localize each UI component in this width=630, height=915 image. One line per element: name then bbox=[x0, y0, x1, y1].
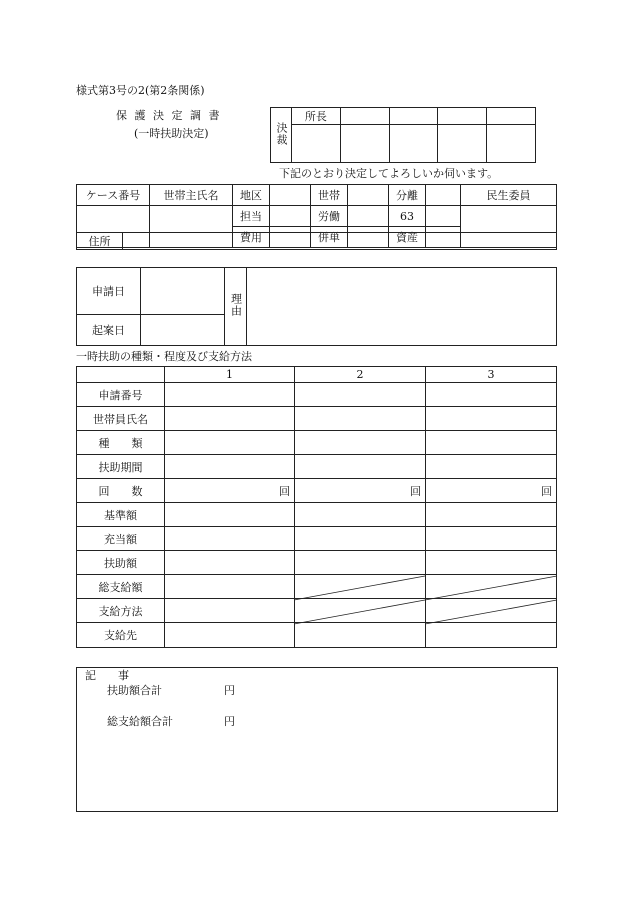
aid-total-label: 扶助額合計 bbox=[107, 684, 162, 697]
page-title: 保 護 決 定 調 書 bbox=[116, 109, 222, 122]
labor-label: 労働 bbox=[311, 206, 348, 227]
column-header: 1 bbox=[165, 367, 295, 383]
application-date-label: 申請日 bbox=[77, 268, 141, 315]
address-label: 住所 bbox=[77, 233, 123, 250]
separation-label: 分離 bbox=[389, 185, 426, 206]
row-label: 充当額 bbox=[77, 527, 165, 551]
payment-total-yen: 円 bbox=[224, 715, 235, 728]
times-unit[interactable]: 回 bbox=[295, 479, 426, 503]
draft-date-label: 起案日 bbox=[77, 315, 141, 346]
strike-line bbox=[294, 600, 425, 624]
row-label: 扶助期間 bbox=[77, 455, 165, 479]
times-unit[interactable]: 回 bbox=[426, 479, 557, 503]
payment-total-label: 総支給額合計 bbox=[107, 715, 173, 728]
code-value: 63 bbox=[389, 206, 426, 227]
strike-line bbox=[425, 600, 557, 624]
times-unit[interactable]: 回 bbox=[165, 479, 295, 503]
combined-label: 併単 bbox=[311, 227, 348, 248]
strike-line bbox=[425, 576, 557, 600]
row-label: 世帯員氏名 bbox=[77, 407, 165, 431]
expense-label: 費用 bbox=[233, 227, 270, 248]
in-charge-label: 担当 bbox=[233, 206, 270, 227]
notes-label: 記 事 bbox=[85, 669, 129, 682]
page-subtitle: (一時扶助決定) bbox=[134, 127, 209, 140]
row-label: 基準額 bbox=[77, 503, 165, 527]
head-label: 所長 bbox=[292, 108, 341, 125]
request-text: 下記のとおり決定してよろしいか伺います。 bbox=[279, 167, 499, 180]
assets-label: 資産 bbox=[389, 227, 426, 248]
welfare-commissioner-label: 民生委員 bbox=[461, 185, 557, 206]
aid-total-yen: 円 bbox=[224, 684, 235, 697]
household-label: 世帯 bbox=[311, 185, 348, 206]
column-header: 3 bbox=[426, 367, 557, 383]
row-label: 種 類 bbox=[77, 431, 165, 455]
row-label: 支給先 bbox=[77, 623, 165, 648]
form-id: 様式第3号の2(第2条関係) bbox=[76, 84, 205, 97]
district-label: 地区 bbox=[233, 185, 270, 206]
reason-label: 理由 bbox=[229, 293, 243, 317]
row-label: 総支給額 bbox=[77, 575, 165, 599]
row-label: 扶助額 bbox=[77, 551, 165, 575]
row-label: 申請番号 bbox=[77, 383, 165, 407]
householder-label: 世帯主氏名 bbox=[150, 185, 233, 206]
row-label: 回 数 bbox=[77, 479, 165, 503]
approval-label: 決裁 bbox=[275, 121, 288, 146]
row-label: 支給方法 bbox=[77, 599, 165, 623]
strike-line bbox=[294, 576, 425, 600]
case-no-label: ケース番号 bbox=[77, 185, 150, 206]
section-title: 一時扶助の種類・程度及び支給方法 bbox=[76, 350, 252, 363]
column-header: 2 bbox=[295, 367, 426, 383]
